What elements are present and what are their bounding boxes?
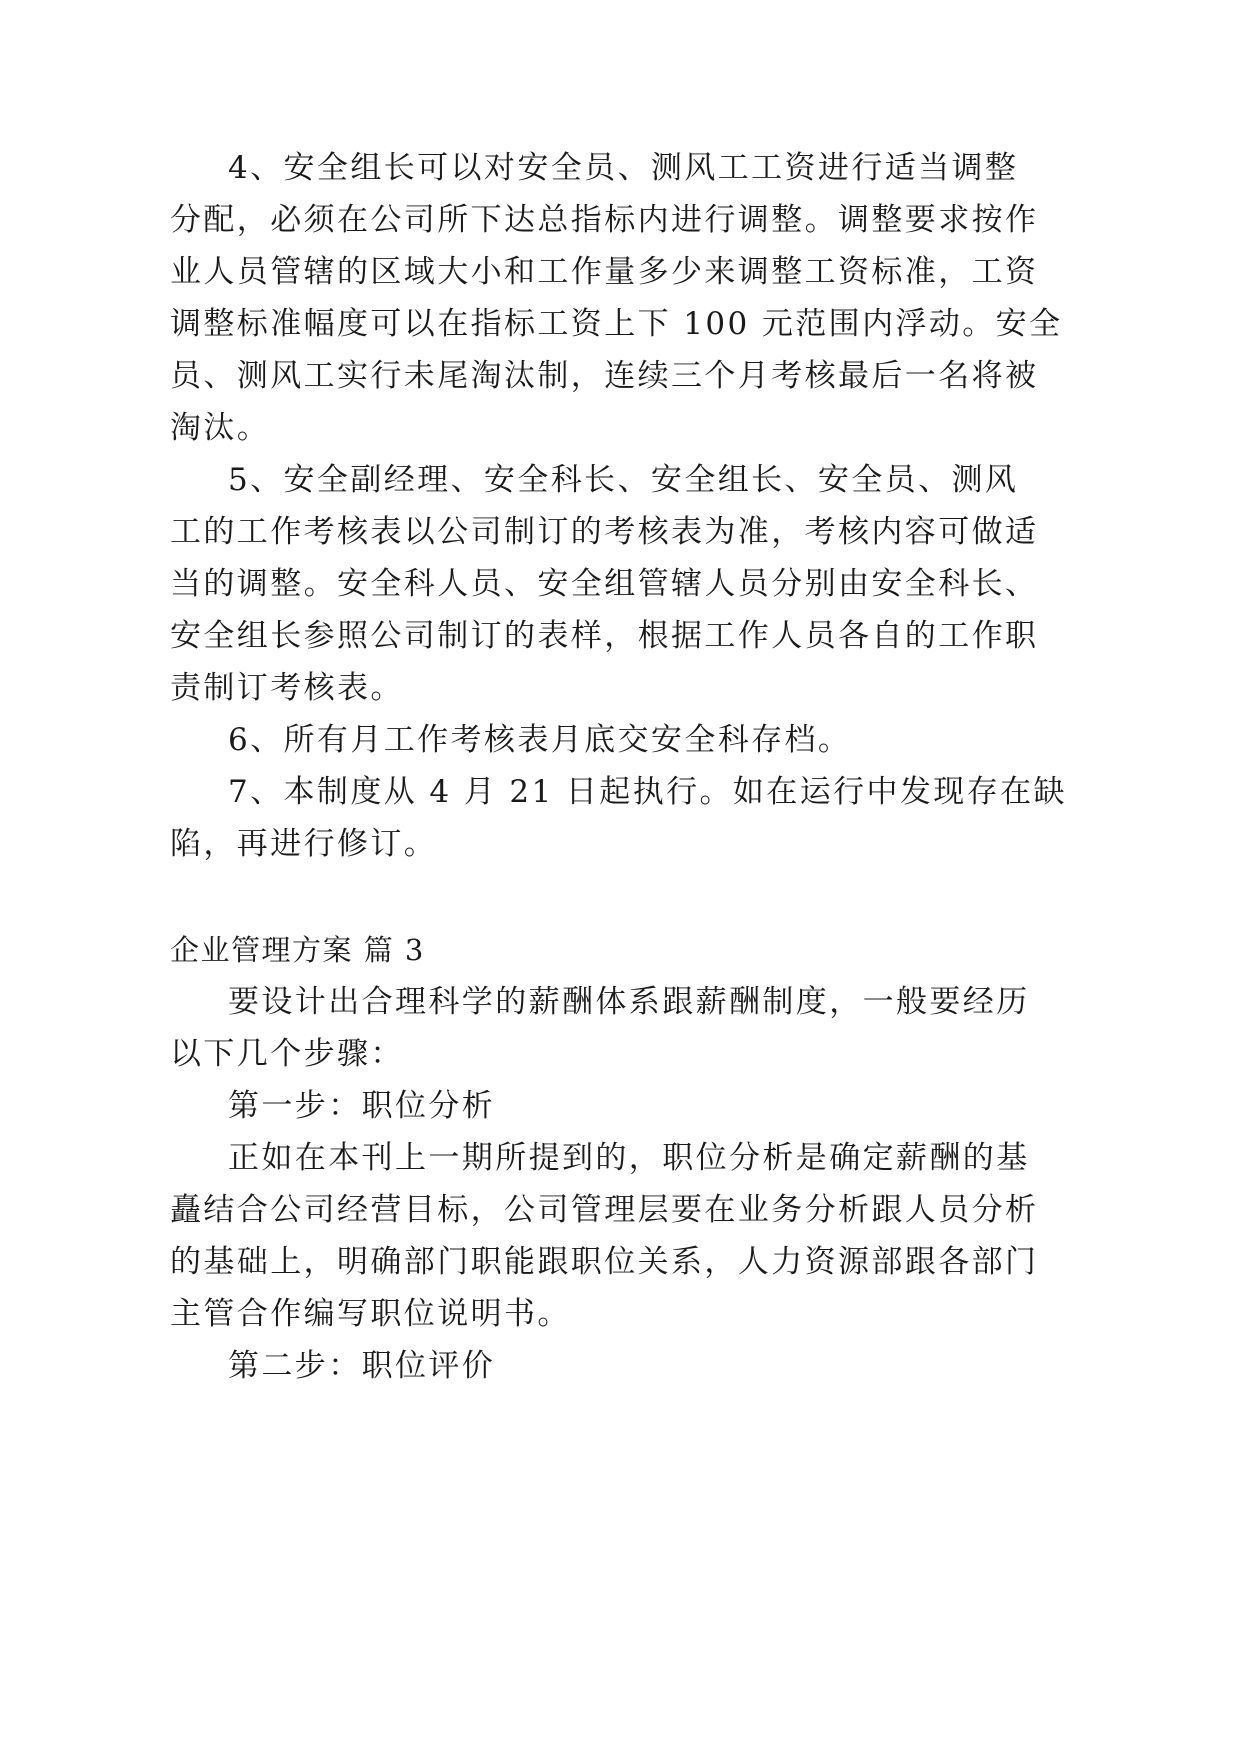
step1-body-line-3: 的基础上，明确部门职能跟职位关系，人力资源部跟各部门 (170, 1244, 1039, 1280)
step1-body-line-4: 主管合作编写职位说明书。 (170, 1296, 571, 1332)
item5-line-5: 责制订考核表。 (170, 670, 404, 706)
item7-line-2: 陷，再进行修订。 (170, 826, 438, 862)
step1-body-line-2: 矗结合公司经营目标，公司管理层要在业务分析跟人员分析 (170, 1192, 1039, 1228)
item4-line-2: 分配，必须在公司所下达总指标内进行调整。调整要求按作 (170, 202, 1039, 238)
item4-line-5: 员、测风工实行未尾淘汰制，连续三个月考核最后一名将被 (170, 358, 1039, 394)
item5-line-3: 当的调整。安全科人员、安全组管辖人员分别由安全科长、 (170, 566, 1039, 602)
item5-line-1: 5、安全副经理、安全科长、安全组长、安全员、测风 (228, 462, 1019, 498)
item7-line-1: 7、本制度从 4 月 21 日起执行。如在运行中发现存在缺 (228, 774, 1067, 810)
item4-line-1: 4、安全组长可以对安全员、测风工工资进行适当调整 (228, 150, 1019, 186)
step1-title: 第一步：职位分析 (228, 1088, 496, 1124)
item4-line-4: 调整标准幅度可以在指标工资上下 100 元范围内浮动。安全 (170, 306, 1063, 342)
step2-title: 第二步：职位评价 (228, 1348, 496, 1384)
item5-line-2: 工的工作考核表以公司制订的考核表为准，考核内容可做适 (170, 514, 1039, 550)
item6-line-1: 6、所有月工作考核表月底交安全科存档。 (228, 722, 852, 758)
item4-line-6: 淘汰。 (170, 410, 271, 446)
item4-line-3: 业人员管辖的区域大小和工作量多少来调整工资标准，工资 (170, 254, 1039, 290)
section-heading: 企业管理方案 篇 3 (170, 933, 425, 967)
intro-line-2: 以下几个步骤： (170, 1036, 404, 1072)
intro-line-1: 要设计出合理科学的薪酬体系跟薪酬制度，一般要经历 (228, 984, 1030, 1020)
item5-line-4: 安全组长参照公司制订的表样，根据工作人员各自的工作职 (170, 618, 1039, 654)
step1-body-line-1: 正如在本刊上一期所提到的，职位分析是确定薪酬的基 (228, 1140, 1030, 1176)
